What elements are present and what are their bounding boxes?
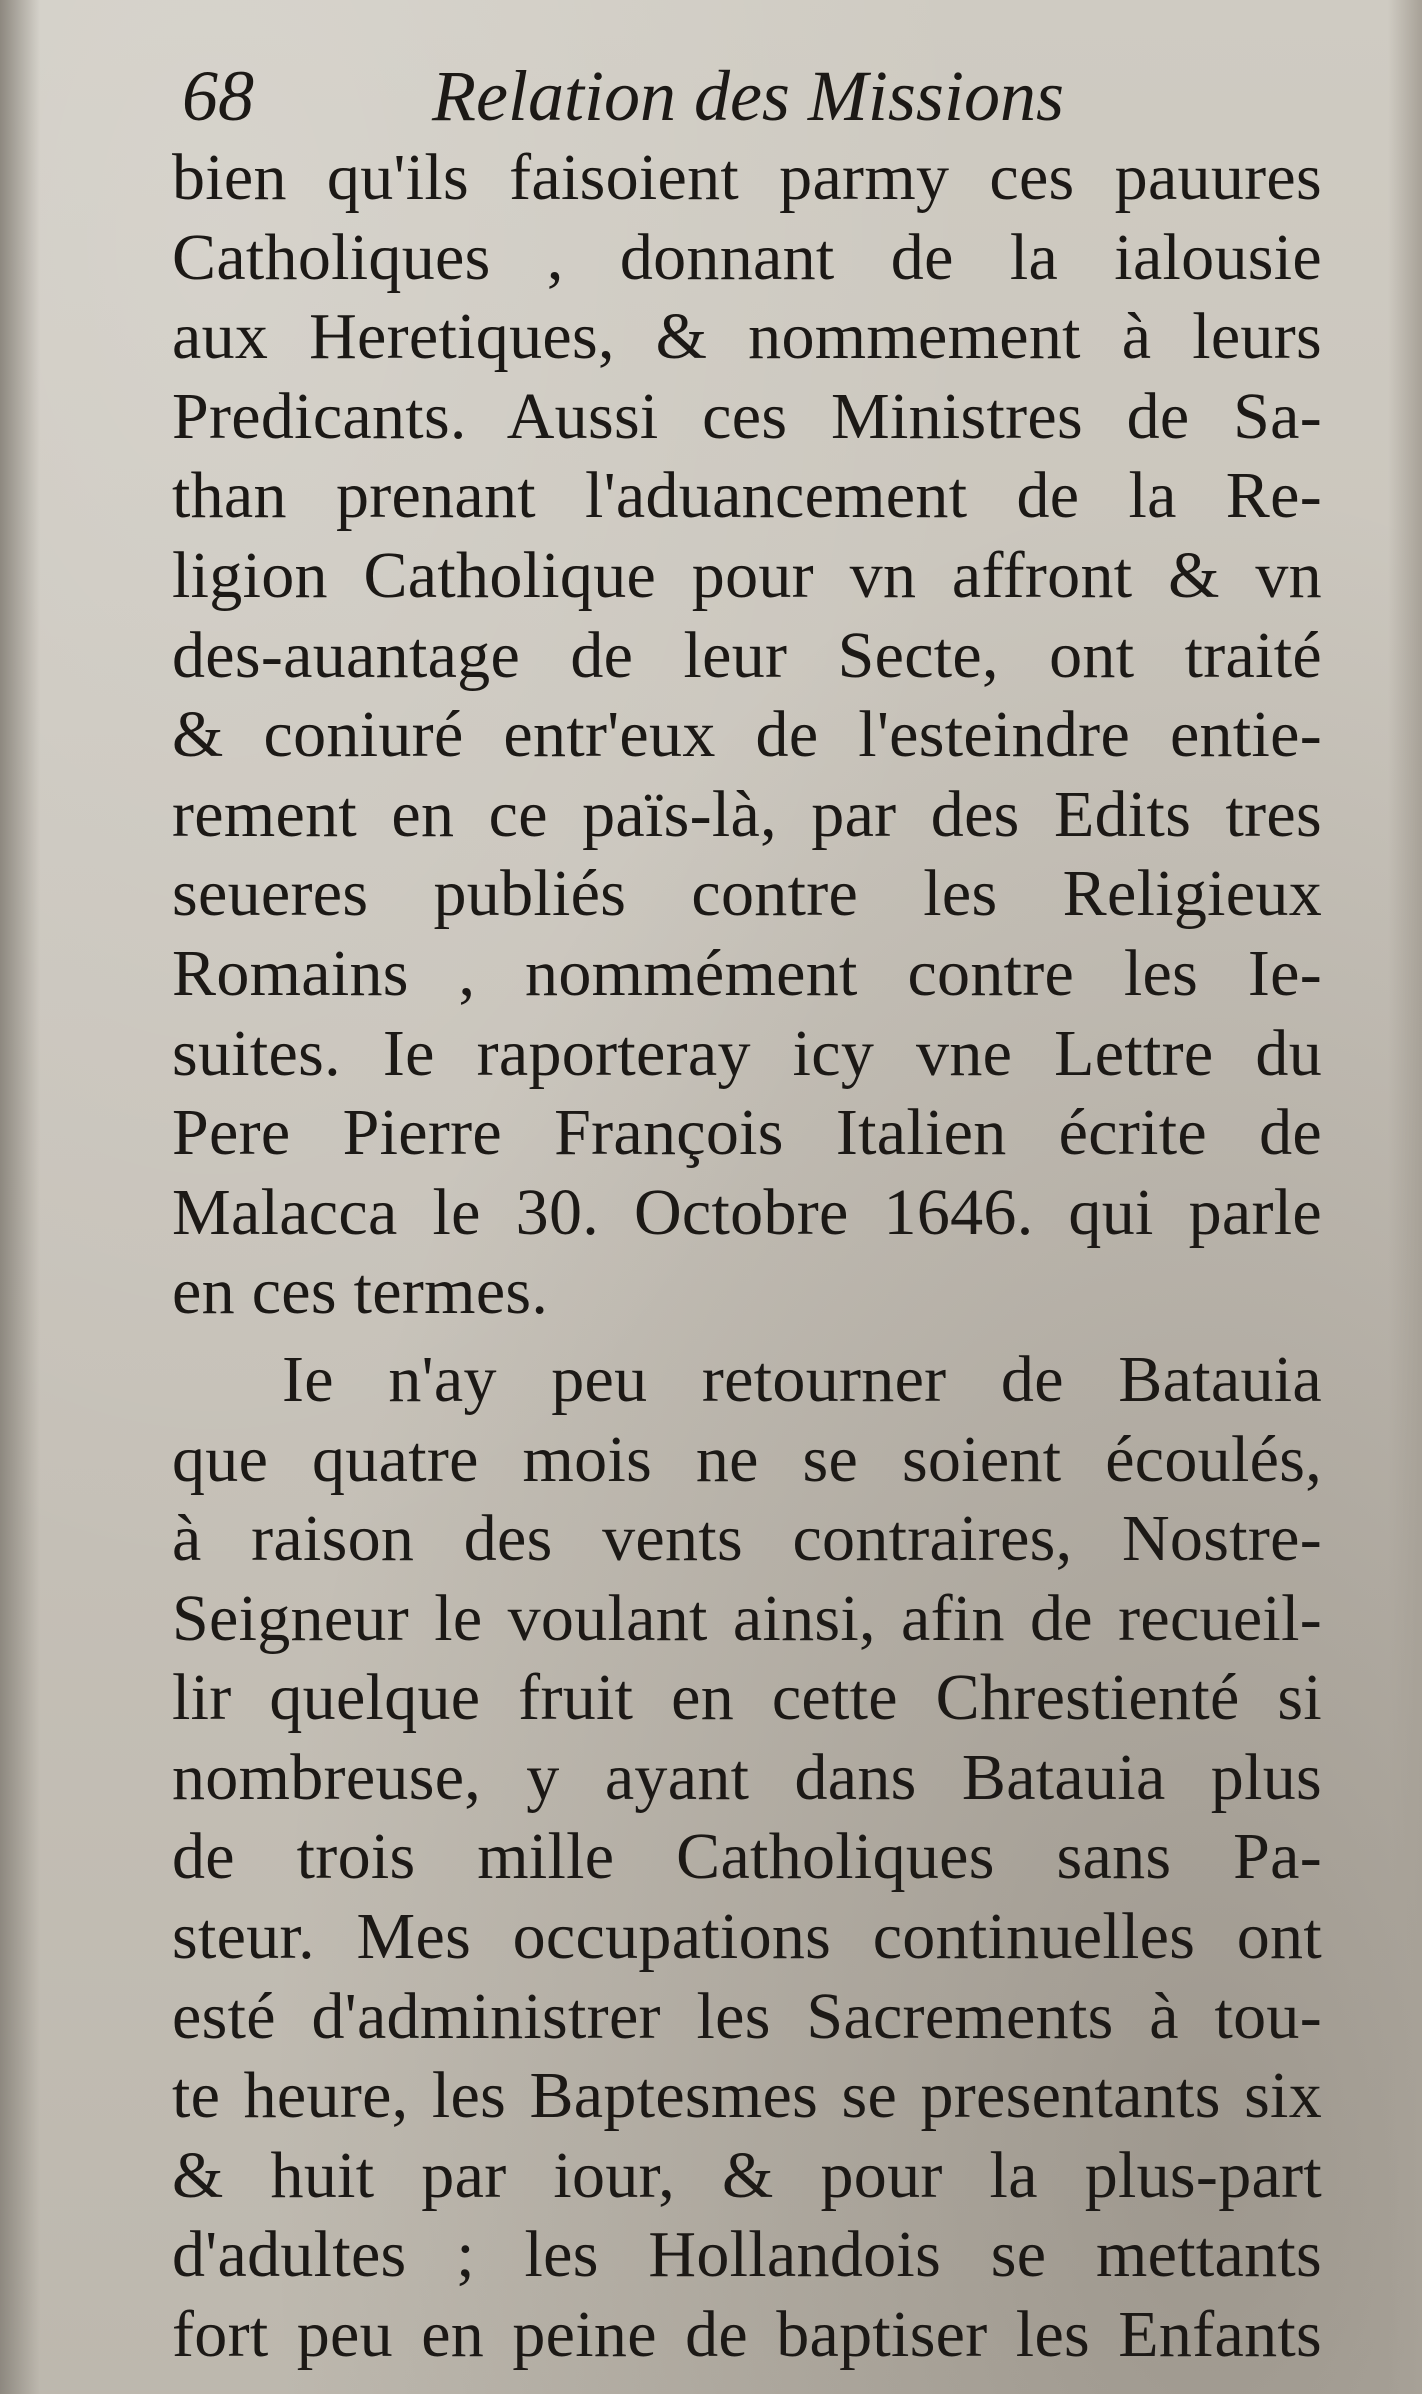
running-title: Relation des Missions	[432, 56, 1064, 136]
text-line: bien qu'ils faisoient parmy ces pauures	[172, 141, 1322, 214]
text-line: Catholiques , donnant de la ialousie	[172, 220, 1322, 294]
paragraph-2	[172, 1340, 1322, 2375]
text-line: d'adultes ; les Hollandois se mettants	[172, 2218, 1322, 2292]
text-line: Predicants. Aussi ces Ministres de Sa-	[172, 379, 1322, 453]
text-line: de trois mille Catholiques sans Pa-	[172, 1820, 1322, 1894]
text-line: suites. Ie raporteray icy vne Lettre du	[172, 1016, 1322, 1090]
text-line: aux Heretiques, & nommement à leurs	[172, 300, 1322, 374]
page-edge-shadow-right	[1388, 0, 1422, 2394]
text-line: than prenant l'aduancement de la Re-	[172, 459, 1322, 533]
text-line: que quatre mois ne se soient écoulés,	[172, 1422, 1322, 1496]
paragraph-1	[172, 138, 1322, 1332]
body-text	[172, 138, 1322, 2375]
page-edge-shadow-left	[0, 0, 40, 2394]
text-line: Romains , nommément contre les Ie-	[172, 936, 1322, 1010]
text-line: nombreuse, y ayant dans Batauia plus	[172, 1740, 1322, 1814]
text-line: seueres publiés contre les Religieux	[172, 857, 1322, 931]
text-line: fort peu en peine de baptiser les Enfants	[172, 2298, 1322, 2372]
running-head	[182, 48, 1262, 144]
text-line: & coniuré entr'eux de l'esteindre entie-	[172, 698, 1322, 772]
text-line: steur. Mes occupations continuelles ont	[172, 1900, 1322, 1974]
text-line: à raison des vents contraires, Nostre-	[172, 1502, 1322, 1576]
text-line: ligion Catholique pour vn affront & vn	[172, 538, 1322, 612]
text-line: Seigneur le voulant ainsi, afin de recueil-	[172, 1581, 1322, 1655]
text-line: Malacca le 30. Octobre 1646. qui parle	[172, 1175, 1322, 1249]
text-line: lir quelque fruit en cette Chrestienté si	[172, 1661, 1322, 1735]
text-line: en ces termes.	[172, 1255, 549, 1329]
text-line: rement en ce païs-là, par des Edits tres	[172, 777, 1322, 851]
page-number: 68	[182, 56, 254, 136]
text-line: Pere Pierre François Italien écrite de	[172, 1096, 1322, 1170]
text-line: Ie n'ay peu retourner de Batauia	[282, 1342, 1322, 1416]
text-line: esté d'administrer les Sacrements à tou-	[172, 1979, 1322, 2053]
text-line: & huit par iour, & pour la plus-part	[172, 2138, 1322, 2212]
text-line: te heure, les Baptesmes se presentants six	[172, 2059, 1322, 2133]
text-line: des-auantage de leur Secte, ont traité	[172, 618, 1322, 692]
